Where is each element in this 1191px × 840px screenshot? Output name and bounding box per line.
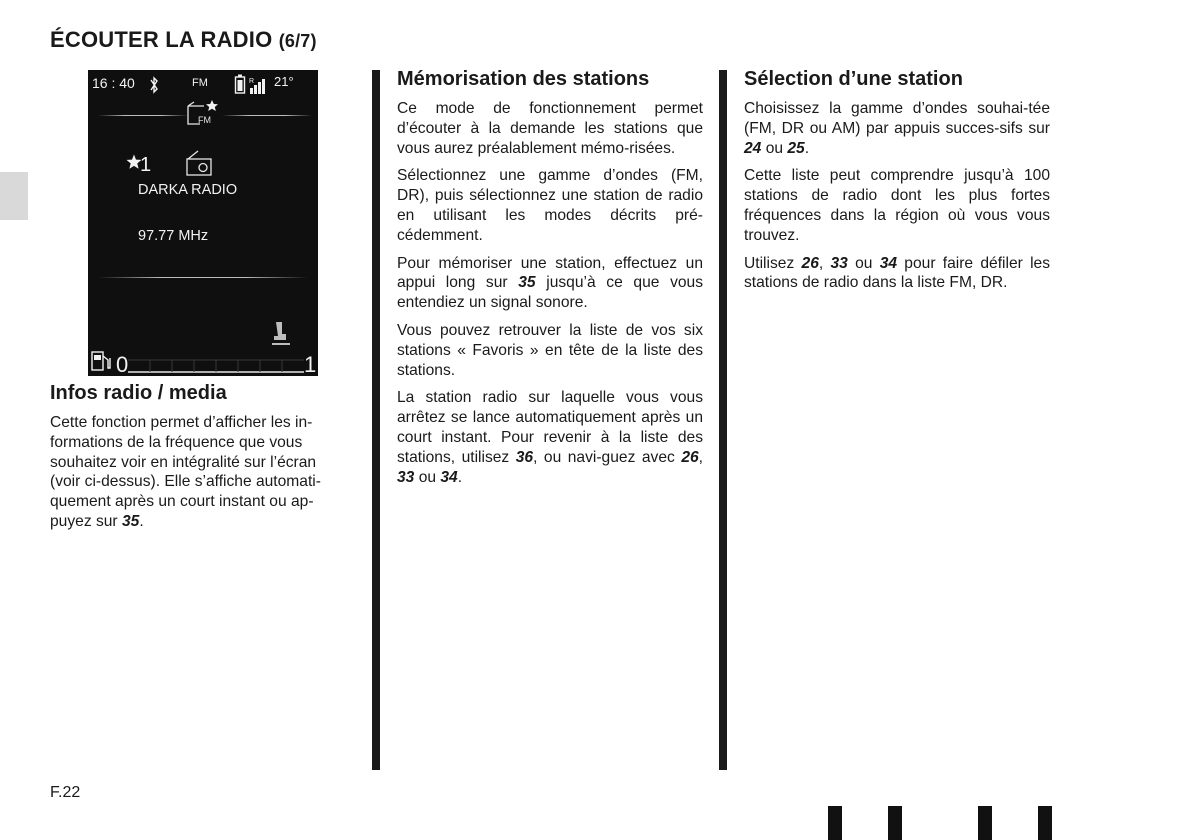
text-fragment: , — [698, 448, 704, 466]
column-divider — [372, 70, 380, 770]
side-tab-marker — [0, 172, 28, 220]
text-line: formations de la fréquence que vous — [50, 433, 303, 451]
print-registration-mark — [828, 806, 842, 840]
radio-display-screen — [88, 70, 318, 376]
svg-text:FM: FM — [198, 115, 211, 125]
paragraph: Vous pouvez retrouver la liste de vos six stations « Favoris » en tête de la liste des stations. — [397, 321, 703, 379]
screen-divider-line — [98, 115, 188, 116]
button-reference: 35 — [518, 274, 536, 292]
screen-station-name: DARKA RADIO — [138, 182, 238, 198]
paragraph — [397, 388, 703, 487]
screen-band: FM — [192, 77, 208, 89]
page-title — [50, 27, 317, 53]
button-reference: 26 — [801, 254, 819, 272]
section-heading: Mémorisation des stations — [397, 68, 650, 90]
column-memorisation — [397, 67, 703, 495]
column-infos-radio — [50, 381, 356, 540]
section-heading: Infos radio / media — [50, 382, 227, 404]
button-reference: 24 — [744, 139, 762, 157]
text-fragment: Utilisez — [744, 254, 802, 272]
fuel-scale-max: 1 — [304, 352, 317, 376]
text-fragment: , ou navi-guez avec — [533, 448, 682, 466]
button-reference: 33 — [397, 468, 415, 486]
text-fragment: . — [457, 468, 463, 486]
button-reference: 26 — [681, 448, 699, 466]
radio-icon — [184, 148, 216, 178]
text-line: souhaitez voir en intégralité sur l’écran — [50, 453, 317, 471]
fuel-scale-min: 0 — [116, 352, 129, 376]
paragraph: Ce mode de fonctionnement permet d’écouter à la demande les stations que vous aurez préalablement mémo-risées. — [397, 100, 703, 157]
paragraph — [397, 254, 703, 313]
button-reference: 33 — [830, 254, 848, 272]
text-fragment: . — [139, 512, 144, 530]
print-registration-mark — [1038, 806, 1052, 840]
section-heading: Sélection d’une station — [744, 68, 963, 90]
text-line: quement après un court instant ou ap- — [50, 493, 314, 511]
text-fragment: Choisissez la gamme d’ondes souhai-tée (FM, DR ou AM) par appuis succes-sifs sur — [744, 100, 1050, 137]
print-registration-mark — [978, 806, 992, 840]
button-reference: 34 — [440, 468, 458, 486]
page-number: F.22 — [50, 784, 81, 801]
seat-icon — [270, 320, 292, 348]
button-reference: 25 — [787, 139, 805, 157]
fuel-gauge-bar — [128, 356, 304, 376]
text-fragment: jusqu’à ce que vous entendiez un signal sonore. — [397, 274, 704, 312]
page-title-text: ÉCOUTER LA RADIO — [50, 27, 273, 52]
radio-fm-favorite-icon — [184, 98, 224, 128]
text-line: (voir ci-dessus). Elle s’affiche automati- — [50, 473, 321, 491]
paragraph: Cette liste peut comprendre jusqu’à 100 stations de radio dont les plus fortes fréquences dans la région où vous vous trouvez. — [744, 167, 1050, 244]
battery-icon — [234, 74, 246, 94]
text-fragment: ou — [761, 139, 788, 157]
page-title-part: (6/7) — [278, 31, 317, 51]
text-fragment: pour faire défiler les stations de radio dans la liste FM, DR. — [744, 254, 1051, 292]
text-fragment: , — [818, 254, 831, 272]
button-reference: 35 — [121, 512, 140, 530]
text-fragment: . — [804, 139, 810, 157]
signal-icon — [248, 75, 268, 95]
paragraph — [744, 99, 1050, 158]
text-line: puyez sur — [50, 512, 122, 530]
text-fragment: La station radio sur laquelle vous vous arrêtez se lance automatiquement après un court instant. Pour revenir à la liste des stations, utilisez — [397, 389, 703, 466]
text-fragment: Pour mémoriser une station, effectuez un appui long sur — [397, 254, 703, 292]
screen-divider-line — [98, 277, 308, 278]
paragraph — [50, 413, 356, 532]
text-fragment: ou — [847, 254, 880, 272]
fuel-pump-icon — [90, 348, 114, 374]
screen-divider-line — [222, 115, 312, 116]
paragraph: Sélectionnez une gamme d’ondes (FM, DR), puis sélectionnez une station de radio en utilisant les modes décrits pré-cédemment. — [397, 167, 703, 244]
text-fragment: ou — [414, 468, 441, 486]
print-registration-mark — [888, 806, 902, 840]
button-reference: 36 — [515, 448, 534, 466]
screen-temperature: 21° — [274, 74, 294, 89]
screen-time: 16 : 40 — [92, 75, 135, 91]
svg-text:R: R — [249, 78, 255, 85]
paragraph — [744, 254, 1050, 294]
screen-preset-number: 1 — [140, 154, 152, 176]
screen-frequency: 97.77 MHz — [138, 228, 209, 244]
column-divider — [719, 70, 727, 770]
text-line: Cette fonction permet d’afficher les in- — [50, 414, 313, 431]
button-reference: 34 — [879, 254, 898, 272]
column-selection — [744, 67, 1050, 301]
bluetooth-icon — [148, 75, 160, 95]
